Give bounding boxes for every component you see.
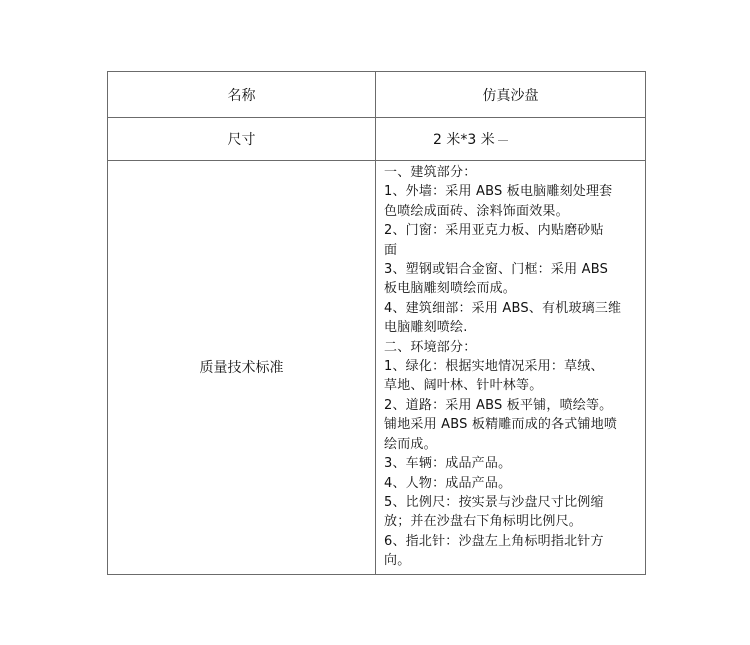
standards-line: 2、道路：采用 ABS 板平铺，喷绘等。 bbox=[384, 397, 613, 413]
standards-line: 1、外墙：采用 ABS 板电脑雕刻处理套 bbox=[384, 184, 613, 200]
table-row-quality bbox=[108, 161, 646, 575]
size-underline-mark bbox=[498, 140, 508, 141]
standards-line: 1、绿化：根据实地情况采用：草绒、 bbox=[384, 359, 604, 375]
standards-line: 2、门窗：采用亚克力板、内贴磨砂贴 bbox=[384, 223, 604, 239]
standards-line: 4、建筑细部：采用 ABS、有机玻璃三维 bbox=[384, 300, 622, 316]
standards-line: 二、环境部分： bbox=[384, 339, 477, 355]
standards-line: 绘而成。 bbox=[384, 436, 437, 452]
standards-line: 一、建筑部分： bbox=[384, 165, 477, 180]
spec-table bbox=[107, 71, 646, 575]
table-row-name bbox=[108, 72, 646, 118]
standards-line: 放；并在沙盘右下角标明比例尺。 bbox=[384, 514, 583, 530]
standards-line: 5、比例尺：按实景与沙盘尺寸比例缩 bbox=[384, 494, 604, 510]
name-label: 名称 bbox=[108, 72, 376, 118]
standards-line: 色喷绘成面砖、涂料饰面效果。 bbox=[384, 203, 569, 219]
standards-line: 电脑雕刻喷绘. bbox=[384, 320, 468, 336]
standards-line: 草地、阔叶林、针叶林等。 bbox=[384, 378, 543, 394]
standards-line: 3、车辆：成品产品。 bbox=[384, 456, 512, 472]
standards-line: 面 bbox=[384, 242, 398, 258]
size-label: 尺寸 bbox=[108, 118, 376, 161]
standards-line: 3、塑钢或铝合金窗、门框：采用 ABS bbox=[384, 262, 609, 278]
size-value: 2 米*3 米 bbox=[433, 132, 495, 148]
table-row-size bbox=[108, 118, 646, 161]
quality-standards bbox=[376, 161, 646, 575]
standards-line: 铺地采用 ABS 板精雕而成的各式铺地喷 bbox=[384, 417, 618, 433]
name-value: 仿真沙盘 bbox=[376, 72, 646, 118]
standards-line: 板电脑雕刻喷绘而成。 bbox=[384, 281, 517, 297]
standards-line: 6、指北针：沙盘左上角标明指北针方 bbox=[384, 533, 604, 549]
size-value-cell bbox=[376, 118, 646, 161]
standards-line: 向。 bbox=[384, 553, 411, 569]
quality-label: 质量技术标准 bbox=[108, 161, 376, 575]
standards-line: 4、人物：成品产品。 bbox=[384, 475, 512, 491]
